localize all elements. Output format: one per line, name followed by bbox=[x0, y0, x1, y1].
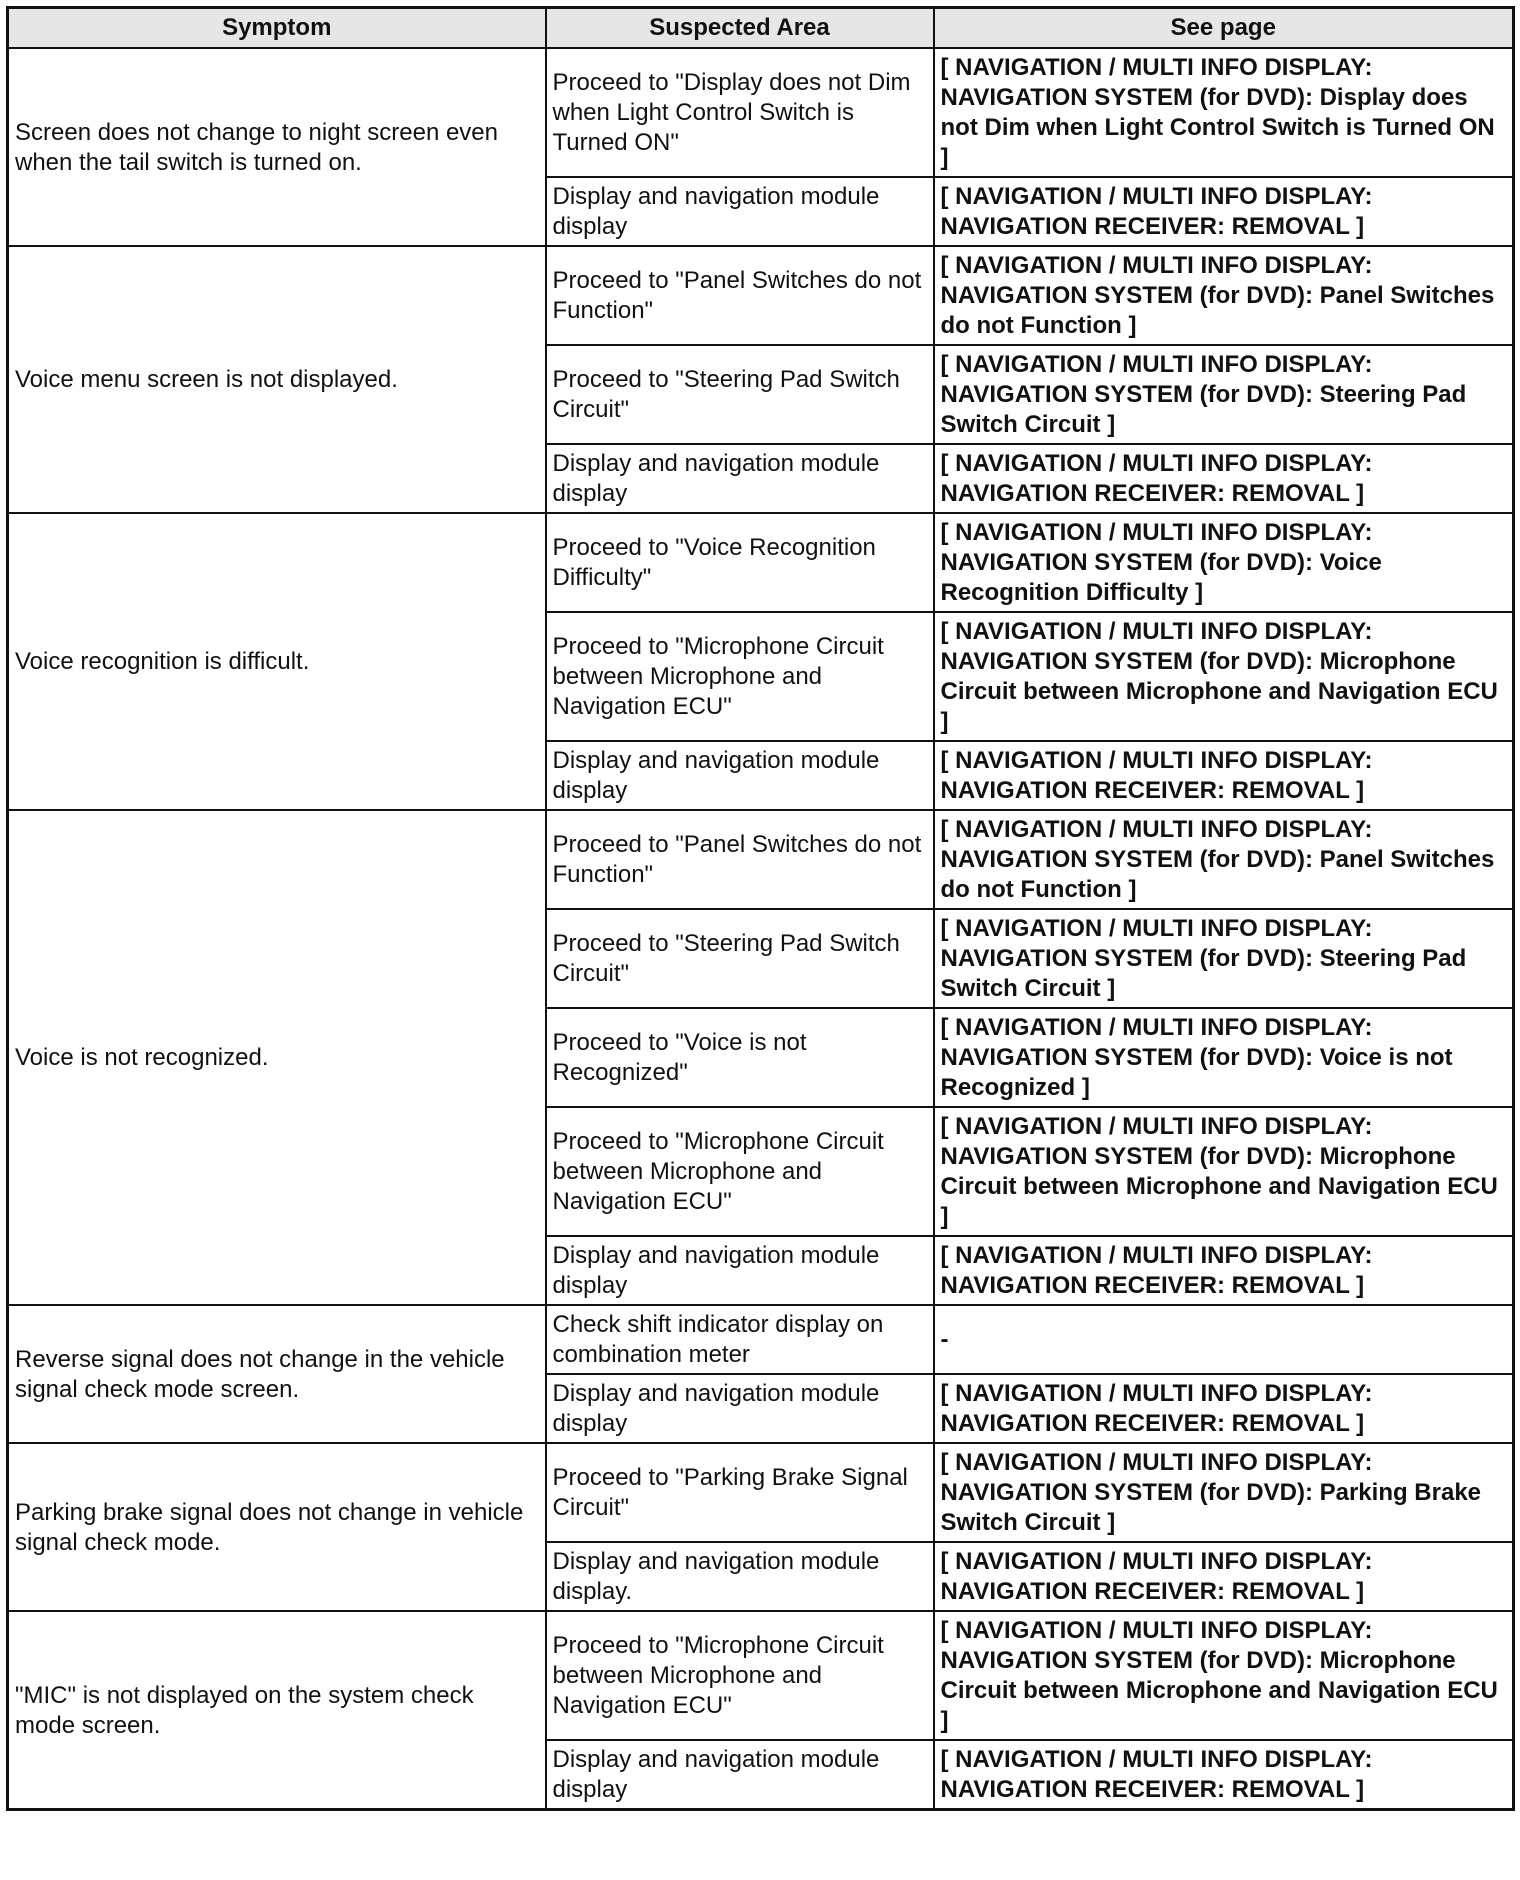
table-row bbox=[8, 1305, 1514, 1374]
table-row bbox=[8, 810, 1514, 909]
see-page-link[interactable]: [ NAVIGATION / MULTI INFO DISPLAY: NAVIGATION RECEIVER: REMOVAL ] bbox=[934, 1236, 1514, 1305]
suspected-area-cell: Proceed to "Microphone Circuit between Microphone and Navigation ECU" bbox=[546, 1107, 934, 1236]
suspected-area-cell: Display and navigation module display bbox=[546, 177, 934, 246]
table-row bbox=[8, 513, 1514, 612]
problem-symptoms-table bbox=[6, 6, 1515, 1811]
symptom-cell: Voice recognition is difficult. bbox=[8, 513, 546, 810]
suspected-area-cell: Display and navigation module display bbox=[546, 1740, 934, 1810]
symptom-cell: Reverse signal does not change in the vehicle signal check mode screen. bbox=[8, 1305, 546, 1443]
symptom-cell: Parking brake signal does not change in vehicle signal check mode. bbox=[8, 1443, 546, 1611]
see-page-link[interactable]: [ NAVIGATION / MULTI INFO DISPLAY: NAVIGATION RECEIVER: REMOVAL ] bbox=[934, 1374, 1514, 1443]
suspected-area-cell: Display and navigation module display bbox=[546, 1374, 934, 1443]
see-page-link[interactable]: [ NAVIGATION / MULTI INFO DISPLAY: NAVIGATION SYSTEM (for DVD): Microphone Circuit between Microphone and Navigation ECU ] bbox=[934, 1611, 1514, 1740]
header-see-page: See page bbox=[934, 8, 1514, 49]
see-page-link[interactable]: [ NAVIGATION / MULTI INFO DISPLAY: NAVIGATION RECEIVER: REMOVAL ] bbox=[934, 177, 1514, 246]
suspected-area-cell: Proceed to "Voice Recognition Difficulty" bbox=[546, 513, 934, 612]
suspected-area-cell: Proceed to "Steering Pad Switch Circuit" bbox=[546, 909, 934, 1008]
suspected-area-cell: Display and navigation module display bbox=[546, 741, 934, 810]
see-page-link[interactable]: [ NAVIGATION / MULTI INFO DISPLAY: NAVIGATION SYSTEM (for DVD): Steering Pad Switch Circuit ] bbox=[934, 345, 1514, 444]
symptom-cell: Voice menu screen is not displayed. bbox=[8, 246, 546, 513]
suspected-area-cell: Check shift indicator display on combination meter bbox=[546, 1305, 934, 1374]
suspected-area-cell: Proceed to "Panel Switches do not Function" bbox=[546, 810, 934, 909]
see-page-link[interactable]: [ NAVIGATION / MULTI INFO DISPLAY: NAVIGATION RECEIVER: REMOVAL ] bbox=[934, 741, 1514, 810]
table-body bbox=[8, 48, 1514, 1810]
see-page-link[interactable]: [ NAVIGATION / MULTI INFO DISPLAY: NAVIGATION RECEIVER: REMOVAL ] bbox=[934, 444, 1514, 513]
see-page-link[interactable]: [ NAVIGATION / MULTI INFO DISPLAY: NAVIGATION SYSTEM (for DVD): Panel Switches do not Function ] bbox=[934, 810, 1514, 909]
symptom-cell: Screen does not change to night screen even when the tail switch is turned on. bbox=[8, 48, 546, 246]
table-row bbox=[8, 1611, 1514, 1740]
see-page-link[interactable]: [ NAVIGATION / MULTI INFO DISPLAY: NAVIGATION RECEIVER: REMOVAL ] bbox=[934, 1542, 1514, 1611]
suspected-area-cell: Proceed to "Steering Pad Switch Circuit" bbox=[546, 345, 934, 444]
suspected-area-cell: Proceed to "Microphone Circuit between Microphone and Navigation ECU" bbox=[546, 1611, 934, 1740]
suspected-area-cell: Display and navigation module display. bbox=[546, 1542, 934, 1611]
suspected-area-cell: Proceed to "Display does not Dim when Light Control Switch is Turned ON" bbox=[546, 48, 934, 177]
symptom-cell: "MIC" is not displayed on the system check mode screen. bbox=[8, 1611, 546, 1810]
header-symptom: Symptom bbox=[8, 8, 546, 49]
table-row bbox=[8, 48, 1514, 177]
see-page-link[interactable]: [ NAVIGATION / MULTI INFO DISPLAY: NAVIGATION SYSTEM (for DVD): Voice is not Recognized ] bbox=[934, 1008, 1514, 1107]
suspected-area-cell: Display and navigation module display bbox=[546, 444, 934, 513]
see-page-link[interactable]: [ NAVIGATION / MULTI INFO DISPLAY: NAVIGATION RECEIVER: REMOVAL ] bbox=[934, 1740, 1514, 1810]
suspected-area-cell: Display and navigation module display bbox=[546, 1236, 934, 1305]
table-row bbox=[8, 1443, 1514, 1542]
suspected-area-cell: Proceed to "Microphone Circuit between Microphone and Navigation ECU" bbox=[546, 612, 934, 741]
see-page-link[interactable]: [ NAVIGATION / MULTI INFO DISPLAY: NAVIGATION SYSTEM (for DVD): Display does not Dim when Light Control Switch is Turned ON ] bbox=[934, 48, 1514, 177]
see-page-link[interactable]: [ NAVIGATION / MULTI INFO DISPLAY: NAVIGATION SYSTEM (for DVD): Parking Brake Switch Circuit ] bbox=[934, 1443, 1514, 1542]
suspected-area-cell: Proceed to "Panel Switches do not Function" bbox=[546, 246, 934, 345]
see-page-link[interactable]: [ NAVIGATION / MULTI INFO DISPLAY: NAVIGATION SYSTEM (for DVD): Steering Pad Switch Circuit ] bbox=[934, 909, 1514, 1008]
see-page-link[interactable]: [ NAVIGATION / MULTI INFO DISPLAY: NAVIGATION SYSTEM (for DVD): Microphone Circuit between Microphone and Navigation ECU ] bbox=[934, 612, 1514, 741]
see-page-link[interactable]: [ NAVIGATION / MULTI INFO DISPLAY: NAVIGATION SYSTEM (for DVD): Panel Switches do not Function ] bbox=[934, 246, 1514, 345]
suspected-area-cell: Proceed to "Parking Brake Signal Circuit" bbox=[546, 1443, 934, 1542]
table-header-row bbox=[8, 8, 1514, 49]
header-suspected-area: Suspected Area bbox=[546, 8, 934, 49]
suspected-area-cell: Proceed to "Voice is not Recognized" bbox=[546, 1008, 934, 1107]
see-page-link[interactable]: [ NAVIGATION / MULTI INFO DISPLAY: NAVIGATION SYSTEM (for DVD): Voice Recognition Difficulty ] bbox=[934, 513, 1514, 612]
see-page-link: - bbox=[934, 1305, 1514, 1374]
see-page-link[interactable]: [ NAVIGATION / MULTI INFO DISPLAY: NAVIGATION SYSTEM (for DVD): Microphone Circuit between Microphone and Navigation ECU ] bbox=[934, 1107, 1514, 1236]
troubleshooting-table-container bbox=[6, 6, 1512, 1811]
symptom-cell: Voice is not recognized. bbox=[8, 810, 546, 1305]
table-row bbox=[8, 246, 1514, 345]
